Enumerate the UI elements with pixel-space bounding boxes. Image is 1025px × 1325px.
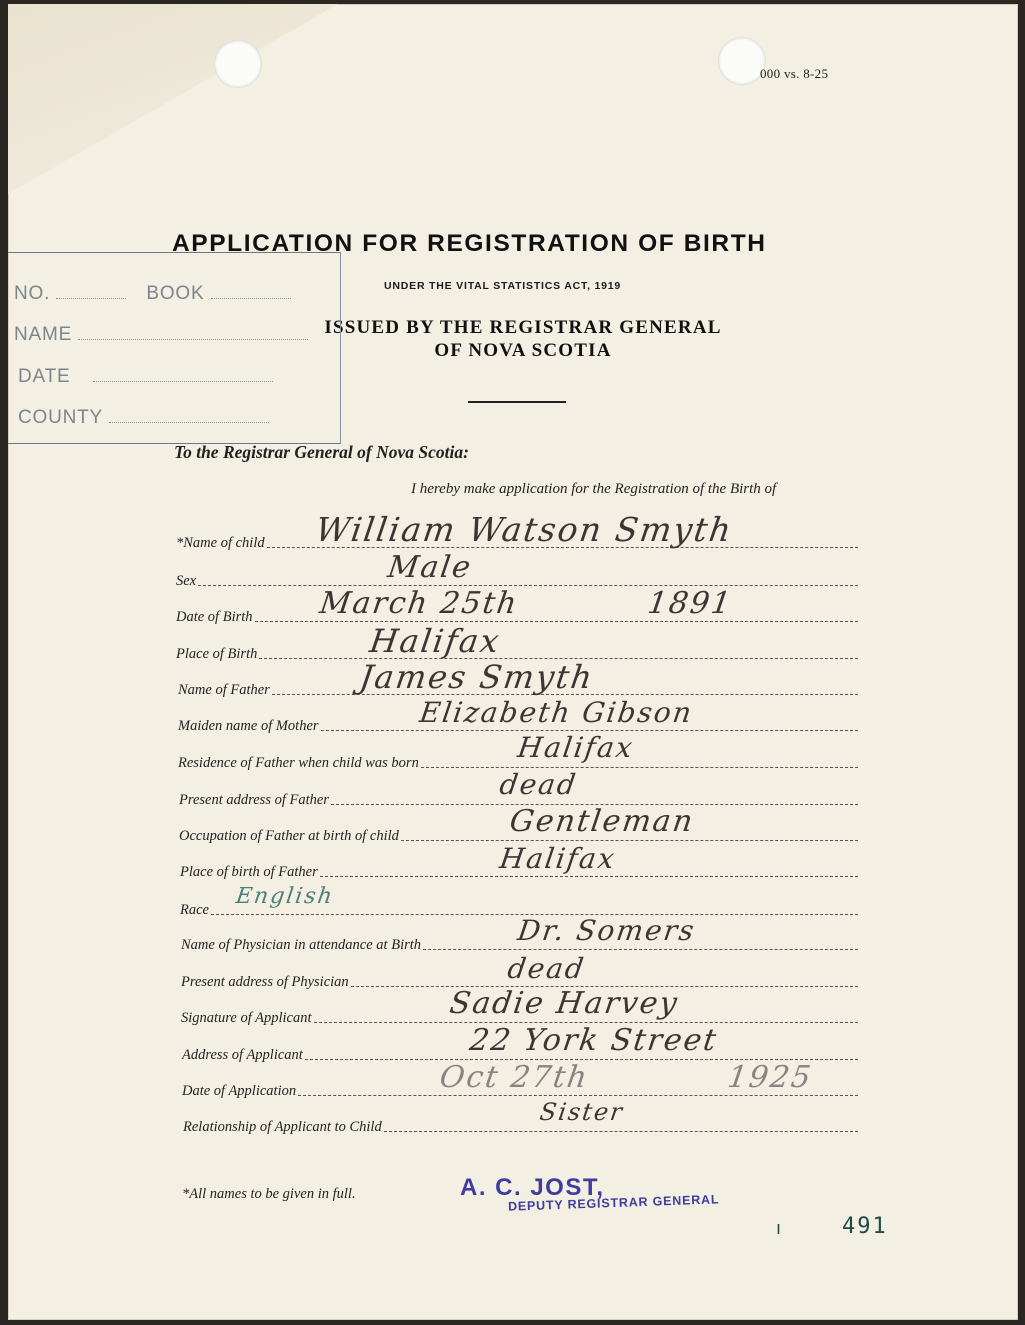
tick-mark: ı bbox=[776, 1218, 782, 1238]
punch-hole-left bbox=[214, 40, 262, 88]
birth-year-value: 1891 bbox=[645, 586, 735, 621]
birth-registration-form bbox=[8, 4, 1018, 1320]
application-year-value: 1925 bbox=[725, 1060, 815, 1095]
physician-label: Name of Physician in attendance at Birth bbox=[181, 937, 422, 953]
physician-address-label: Present address of Physician bbox=[181, 974, 349, 990]
stamp-date-label: DATE bbox=[18, 366, 71, 387]
relationship-label: Relationship of Applicant to Child bbox=[183, 1119, 382, 1135]
relationship-value: Sister bbox=[538, 1098, 626, 1126]
stamp-row-no bbox=[14, 283, 291, 305]
stamp-row-date bbox=[18, 366, 273, 388]
date-of-birth-value: March 25th bbox=[317, 586, 521, 621]
physician-value: Dr. Somers bbox=[515, 914, 698, 947]
physician-address-value: dead bbox=[505, 952, 588, 985]
applicant-signature-label: Signature of Applicant bbox=[181, 1010, 312, 1026]
father-occupation-label: Occupation of Father at birth of child bbox=[179, 828, 399, 844]
page-title: APPLICATION FOR REGISTRATION OF BIRTH bbox=[172, 230, 767, 257]
stamp-row-county bbox=[18, 407, 269, 429]
place-of-birth-value: Halifax bbox=[367, 622, 504, 660]
applicant-address-label: Address of Applicant bbox=[182, 1047, 303, 1063]
father-birthplace-label: Place of birth of Father bbox=[180, 864, 318, 880]
child-name-label: *Name of child bbox=[176, 535, 265, 551]
mother-maiden-label: Maiden name of Mother bbox=[178, 718, 319, 734]
paper-fold-shadow bbox=[8, 4, 338, 194]
act-line: UNDER THE VITAL STATISTICS ACT, 1919 bbox=[384, 280, 622, 292]
sex-value: Male bbox=[385, 550, 475, 585]
punch-hole-right bbox=[718, 37, 766, 85]
application-date-value: Oct 27th bbox=[437, 1060, 592, 1095]
father-occupation-value: Gentleman bbox=[507, 804, 697, 839]
stamp-no-label: NO. bbox=[14, 283, 51, 304]
applicant-address-value: 22 York Street bbox=[467, 1023, 721, 1058]
office-use-stamp bbox=[8, 252, 341, 444]
salutation: To the Registrar General of Nova Scotia: bbox=[174, 442, 469, 462]
registrar-stamp-name: A. C. JOST, bbox=[460, 1174, 605, 1201]
stamp-county-label: COUNTY bbox=[18, 407, 103, 428]
father-address-label: Present address of Father bbox=[179, 792, 329, 808]
footnote: *All names to be given in full. bbox=[182, 1186, 356, 1202]
father-name-label: Name of Father bbox=[178, 682, 270, 698]
father-residence-label: Residence of Father when child was born bbox=[178, 755, 419, 771]
father-address-value: dead bbox=[497, 768, 580, 801]
date-of-birth-label: Date of Birth bbox=[176, 609, 253, 625]
race-label: Race bbox=[180, 902, 209, 918]
father-name-value: James Smyth bbox=[357, 658, 597, 696]
child-name-value: William Watson Smyth bbox=[313, 510, 736, 549]
father-residence-value: Halifax bbox=[515, 731, 637, 764]
form-number: 000 vs. 8-25 bbox=[760, 66, 829, 81]
race-value: English bbox=[234, 884, 336, 909]
stamp-name-label: NAME bbox=[14, 324, 73, 345]
application-date-label: Date of Application bbox=[182, 1083, 297, 1099]
mother-maiden-value: Elizabeth Gibson bbox=[417, 696, 696, 729]
stamp-book-label: BOOK bbox=[146, 283, 205, 304]
issued-by-line2: OF NOVA SCOTIA bbox=[434, 340, 612, 361]
stamp-row-name bbox=[14, 324, 308, 346]
title-divider bbox=[468, 401, 566, 403]
registrar-stamp-title: DEPUTY REGISTRAR GENERAL bbox=[507, 1192, 720, 1214]
field-relationship bbox=[183, 1112, 858, 1136]
application-statement: I hereby make application for the Registration of the Birth of bbox=[411, 481, 777, 497]
place-of-birth-label: Place of Birth bbox=[176, 646, 258, 662]
issued-by-line1: ISSUED BY THE REGISTRAR GENERAL bbox=[324, 317, 722, 338]
issued-by bbox=[298, 316, 748, 362]
registration-number: 491 bbox=[842, 1214, 888, 1239]
applicant-signature-value: Sadie Harvey bbox=[447, 986, 682, 1021]
father-birthplace-value: Halifax bbox=[497, 842, 619, 875]
sex-label: Sex bbox=[176, 573, 197, 589]
